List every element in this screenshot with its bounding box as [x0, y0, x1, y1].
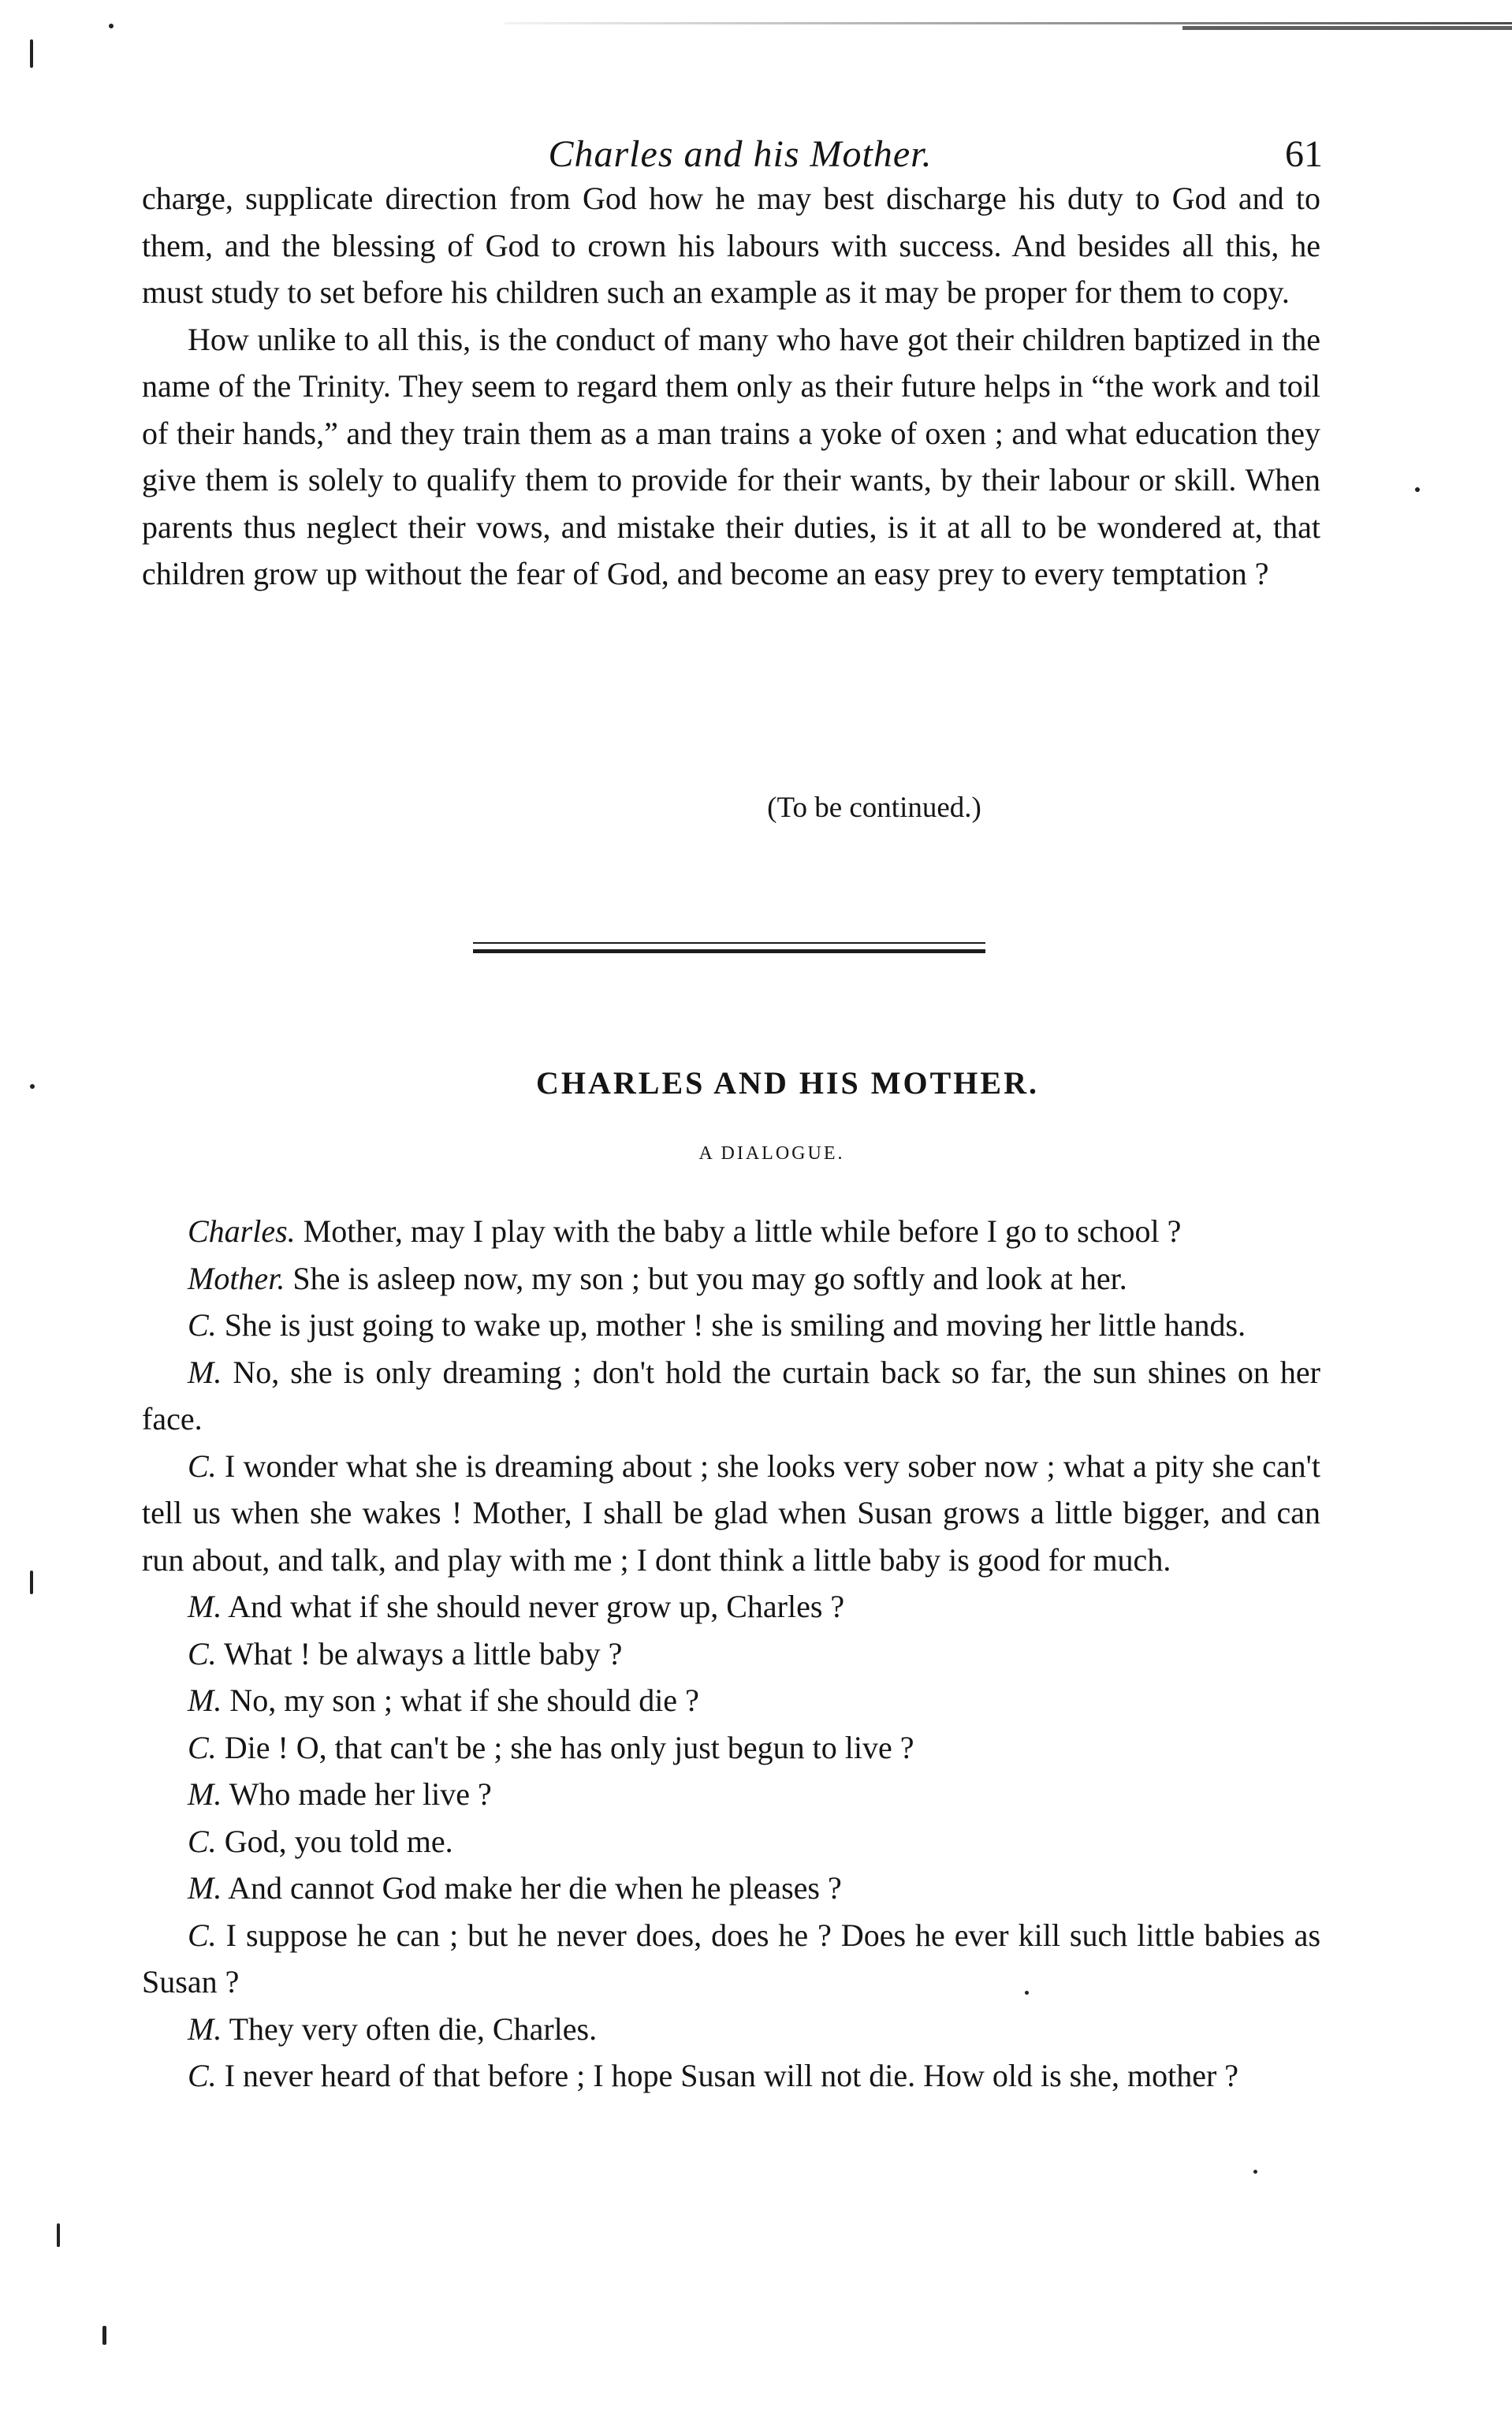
dialogue-line — [142, 1208, 1320, 1255]
dialogue-line — [142, 1302, 1320, 1349]
margin-speck — [30, 1571, 33, 1594]
dialogue-line — [142, 1630, 1320, 1678]
margin-speck — [102, 2326, 106, 2345]
dialogue-text: No, she is only dreaming ; don't hold the curtain back so far, the sun shines on her face. — [142, 1354, 1320, 1437]
speaker-label: M. — [188, 2010, 222, 2047]
dialogue-text: She is just going to wake up, mother ! she is smiling and moving her little hands. — [224, 1307, 1246, 1343]
dialogue-text: Die ! O, that can't be ; she has only just begun to live ? — [224, 1729, 914, 1765]
speaker-label: C. — [188, 1448, 217, 1484]
paragraph: charge, supplicate direction from God how he may best discharge his duty to God and to them, and the blessing of God to crown his labours with success. And besides all this, he must study to set before his children such an example as it may be proper for them to copy. — [142, 181, 1320, 310]
speaker-label: Charles. — [188, 1213, 296, 1249]
speaker-label: C. — [188, 1917, 217, 1953]
dialogue-text: She is asleep now, my son ; but you may go softly and look at her. — [292, 1260, 1127, 1296]
margin-speck — [57, 2223, 60, 2247]
dialogue-line — [142, 1583, 1320, 1630]
dialogue-text: I never heard of that before ; I hope Susan will not die. How old is she, mother ? — [224, 2058, 1239, 2093]
dialogue-line — [142, 1771, 1320, 1818]
dialogue-line — [142, 1818, 1320, 1865]
dialogue-line — [142, 2052, 1320, 2100]
dialogue-text: And what if she should never grow up, Charles ? — [228, 1589, 845, 1624]
dialogue-line — [142, 1724, 1320, 1772]
speaker-label: M. — [188, 1683, 222, 1718]
margin-speck — [109, 24, 114, 28]
speaker-label: C. — [188, 1729, 217, 1765]
dialogue-text: Mother, may I play with the baby a little while before I go to school ? — [303, 1213, 1182, 1249]
dialogue-text: They very often die, Charles. — [229, 2010, 598, 2047]
dialogue-line — [142, 1349, 1320, 1443]
dialogue-text: What ! be always a little baby ? — [223, 1635, 623, 1671]
dialogue-line — [142, 1865, 1320, 1912]
dialogue-line — [142, 1677, 1320, 1724]
speaker-label: M. — [188, 1776, 222, 1812]
dialogue-line — [142, 2006, 1320, 2053]
dialogue — [142, 1208, 1320, 2100]
dialogue-line — [142, 1443, 1320, 1584]
continuation-text — [142, 175, 1320, 598]
speaker-label: M. — [188, 1354, 222, 1390]
dialogue-line — [142, 1255, 1320, 1302]
continued-note: (To be continued.) — [767, 792, 981, 824]
speaker-label: C. — [188, 1307, 217, 1343]
dialogue-text: God, you told me. — [224, 1823, 453, 1859]
speaker-label: C. — [188, 2058, 217, 2093]
dialogue-text: I wonder what she is dreaming about ; she looks very sober now ; what a pity she can't tell us when she wakes ! Mother, I shall be glad when Susan grows a little bigger, and can run about, and talk, and play with me ; I dont think a little baby is good for much. — [142, 1448, 1320, 1578]
section-divider — [473, 942, 985, 953]
paragraph: How unlike to all this, is the conduct of many who have got their children baptized in the name of the Trinity. They seem to regard them only as their future helps in “the work and toil of their hands,” and they train them as a man trains a yoke of oxen ; and what education they give them is solely to qualify them to provide for their wants, by their labour or skill. When parents thus neglect their vows, and mistake their duties, is it at all to be wondered at, that children grow up without the fear of God, and become an easy prey to every temptation ? — [142, 321, 1320, 591]
margin-speck — [1253, 2170, 1257, 2174]
speaker-label: C. — [188, 1823, 217, 1859]
page-number: 61 — [1285, 133, 1323, 175]
speaker-label: M. — [188, 1870, 222, 1906]
dialogue-text: No, my son ; what if she should die ? — [229, 1683, 699, 1718]
margin-speck — [1415, 487, 1420, 492]
speaker-label: Mother. — [188, 1260, 285, 1296]
dialogue-text: Who made her live ? — [229, 1776, 492, 1812]
dialogue-text: I suppose he can ; but he never does, does he ? Does he ever kill such little babies as Susan ? — [142, 1917, 1321, 1999]
speaker-label: M. — [188, 1589, 222, 1624]
margin-speck — [30, 39, 33, 68]
running-title: Charles and his Mother. — [548, 133, 933, 175]
dialogue-line — [142, 1912, 1320, 2006]
top-edge-mark — [505, 22, 1512, 24]
speaker-label: C. — [188, 1635, 217, 1671]
article-subtitle: A DIALOGUE. — [698, 1143, 845, 1164]
article-title: CHARLES AND HIS MOTHER. — [536, 1065, 1039, 1101]
dialogue-text: And cannot God make her die when he pleases ? — [228, 1870, 842, 1906]
top-edge-mark — [1182, 26, 1512, 30]
